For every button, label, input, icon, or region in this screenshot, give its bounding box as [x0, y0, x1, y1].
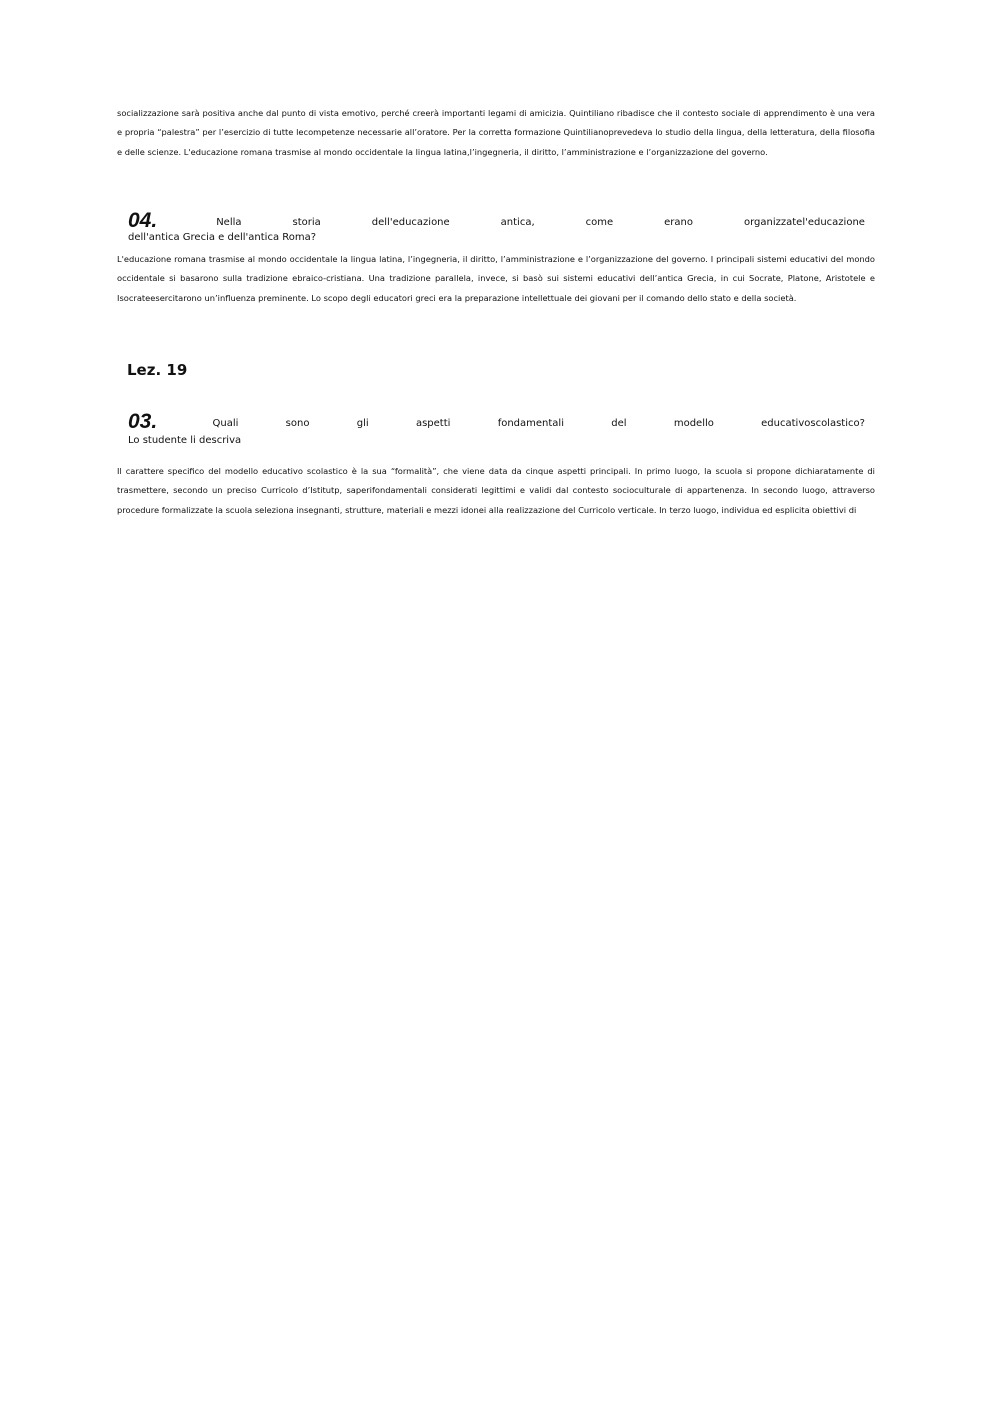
question-word: modello	[673, 418, 714, 429]
question-word: antica,	[500, 217, 535, 228]
question-word: come	[585, 217, 614, 228]
question-number: 03.	[128, 410, 158, 433]
question-word: fondamentali	[497, 418, 564, 429]
answer-04-paragraph: L'educazione romana trasmise al mondo occidentale la lingua latina, l’ingegneria, il diritto, l’amministrazione e l’organizzazione del governo. I principali sistemi educativi del mondo occidentale si basarono sulla tradizione ebraico-cristiana. Una tradizione parallela, invece, si basò sui sistemi educativi dell’antica Grecia, in cui Socrate, Platone, Aristotele e Isocrateesercitarono un’influenza preminente. Lo scopo degli educatori greci era la preparazione intellettuale dei giovani per il comando dello stato e della società.	[117, 254, 875, 303]
question-word: erano	[664, 217, 693, 228]
question-word: del	[611, 418, 627, 429]
question-word: aspetti	[415, 418, 451, 429]
answer-03-paragraph: Il carattere specifico del modello educativo scolastico è la sua “formalità”, che viene data da cinque aspetti principali. In primo luogo, la scuola si propone dichiaratamente di trasmettere, secondo un preciso Curricolo d’Istitutp, saperifondamentali considerati legittimi e validi dal contesto socioculturale di appartenenza. In secondo luogo, attraverso procedure formalizzate la scuola seleziona insegnanti, strutture, materiali e mezzi idonei alla realizzazione del Curricolo verticale. In terzo luogo, individua ed esplicita obiettivi di	[117, 466, 875, 515]
question-number: 04.	[128, 209, 158, 232]
question-03-heading	[128, 405, 865, 433]
intro-paragraph: socializzazione sarà positiva anche dal punto di vista emotivo, perché creerà importanti legami di amicizia. Quintiliano ribadisce che il contesto sociale di apprendimento è una vera e propria “palestra” per l’esercizio di tutte lecompetenze necessarie all’oratore. Per la corretta formazione Quintilianoprevedeva lo studio della lingua, della letteratura, della filosofia e delle scienze. L'educazione romana trasmise al mondo occidentale la lingua latina,l’ingegneria, il diritto, l’amministrazione e l’organizzazione del governo.	[117, 108, 875, 157]
lesson-heading: Lez. 19	[127, 361, 188, 379]
question-word: Quali	[212, 418, 239, 429]
question-word: organizzatel'educazione	[743, 217, 865, 228]
question-word: Nella	[216, 217, 242, 228]
question-word: storia	[292, 217, 321, 228]
question-word: sono	[285, 418, 310, 429]
question-04-continuation: dell'antica Grecia e dell'antica Roma?	[128, 232, 317, 243]
question-03-continuation: Lo studente li descriva	[128, 435, 242, 446]
question-word: gli	[356, 418, 369, 429]
question-word: educativoscolastico?	[761, 418, 865, 429]
question-04-heading	[128, 204, 865, 232]
question-word: dell'educazione	[371, 217, 450, 228]
